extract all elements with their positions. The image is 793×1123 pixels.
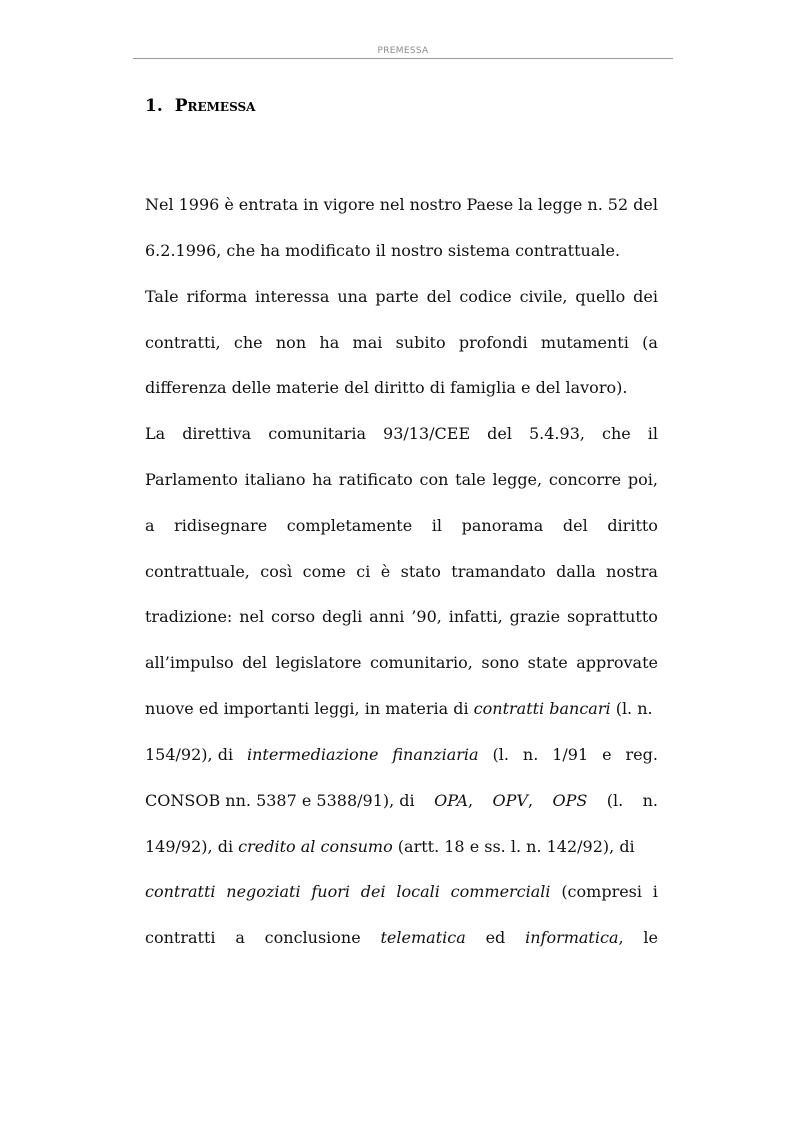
word: anni xyxy=(369,607,405,626)
word: mutamenti xyxy=(540,333,629,352)
word: approvate xyxy=(576,653,658,672)
italic-term: negoziati xyxy=(226,882,301,901)
word: direttiva xyxy=(182,424,252,443)
body-line-9 xyxy=(145,562,658,582)
word: a xyxy=(145,516,155,535)
italic-term: contratti xyxy=(145,882,216,901)
word: del xyxy=(426,287,452,306)
body-line-6 xyxy=(145,424,658,444)
word: tale xyxy=(455,470,486,489)
italic-term: commerciali xyxy=(450,882,551,901)
word: stato xyxy=(400,562,441,581)
line-13-text: 154/92), di xyxy=(145,745,234,764)
word: che xyxy=(601,424,631,443)
body-line-17 xyxy=(145,928,658,948)
line-13-text: n. xyxy=(522,745,539,764)
word: in xyxy=(303,195,319,214)
word: parte xyxy=(375,287,419,306)
italic-term: OPA xyxy=(434,791,469,810)
word: infatti, xyxy=(448,607,503,626)
body-line-3 xyxy=(145,287,658,307)
word: corso xyxy=(271,607,316,626)
word: civile, xyxy=(519,287,568,306)
word: tramandato xyxy=(451,562,546,581)
header-rule xyxy=(133,58,673,59)
word: 93/13/CEE xyxy=(383,424,471,443)
word: del xyxy=(487,424,512,443)
word: legislatore xyxy=(275,653,362,672)
word: la xyxy=(518,195,533,214)
word: così xyxy=(260,562,293,581)
word: concorre xyxy=(548,470,622,489)
word: è xyxy=(380,562,391,581)
word: nostra xyxy=(606,562,658,581)
word: ha xyxy=(312,470,333,489)
italic-term: locali xyxy=(396,882,440,901)
line-17-text: contratti xyxy=(145,928,216,947)
comma: , xyxy=(468,791,474,810)
word: legge, xyxy=(492,470,543,489)
word: 52 xyxy=(607,195,629,214)
word: comunitario, xyxy=(369,653,473,672)
word: come xyxy=(302,562,346,581)
word: riforma xyxy=(186,287,248,306)
word: interessa xyxy=(255,287,330,306)
word: entrata xyxy=(238,195,299,214)
italic-term: informatica xyxy=(525,928,619,947)
word: ci xyxy=(356,562,371,581)
word: con xyxy=(419,470,449,489)
word: mai xyxy=(352,333,383,352)
italic-term: contratti bancari xyxy=(473,699,611,718)
line-13-text: (l. xyxy=(492,745,509,764)
italic-term: dei xyxy=(360,882,386,901)
italic-term: OPV xyxy=(492,791,528,810)
line-13-text: reg. xyxy=(625,745,658,764)
body-line-14 xyxy=(145,791,658,811)
word: ratificato xyxy=(338,470,413,489)
word: contrattuale, xyxy=(145,562,250,581)
word: completamente xyxy=(286,516,413,535)
italic-term: fuori xyxy=(311,882,350,901)
word: ha xyxy=(319,333,340,352)
line-14-text: n. xyxy=(642,791,658,810)
body-line-1 xyxy=(145,195,658,215)
italic-term: credito al consumo xyxy=(238,837,393,856)
line-16-text: i xyxy=(652,882,658,901)
line-12-text: nuove ed importanti leggi, in materia di xyxy=(145,699,474,718)
word: il xyxy=(431,516,443,535)
word: ridisegnare xyxy=(174,516,268,535)
word: una xyxy=(337,287,368,306)
word: dalla xyxy=(556,562,596,581)
word: tradizione: xyxy=(145,607,233,626)
running-header: PREMESSA xyxy=(377,46,429,56)
word: subito xyxy=(395,333,446,352)
word: dei xyxy=(633,287,658,306)
body-line-4 xyxy=(145,333,658,353)
word: quello xyxy=(575,287,626,306)
line-17-text: conclusione xyxy=(264,928,361,947)
body-line-7 xyxy=(145,470,658,490)
word: degli xyxy=(322,607,363,626)
word: nel xyxy=(239,607,265,626)
italic-term: telematica xyxy=(380,928,466,947)
word: comunitaria xyxy=(268,424,366,443)
line-12-text: (l. n. xyxy=(610,699,653,718)
body-line-16 xyxy=(145,882,658,902)
word: del xyxy=(562,516,588,535)
body-line-8 xyxy=(145,516,658,536)
word: del xyxy=(242,653,267,672)
word: è xyxy=(224,195,234,214)
body-line-2: 6.2.1996, che ha modificato il nostro sistema contrattuale. xyxy=(145,241,621,260)
line-17-text: ed xyxy=(485,928,506,947)
italic-term: finanziaria xyxy=(392,745,479,764)
section-title: Premessa xyxy=(174,96,256,116)
comma: , xyxy=(618,928,624,947)
line-13-text: e xyxy=(602,745,612,764)
word: panorama xyxy=(461,516,544,535)
word: (a xyxy=(642,333,658,352)
line-14-text: (l. xyxy=(606,791,624,810)
word: diritto xyxy=(607,516,658,535)
line-15-text: (artt. 18 e ss. l. n. 142/92), di xyxy=(392,837,635,856)
word: grazie xyxy=(509,607,561,626)
word: Paese xyxy=(466,195,514,214)
word: Nel xyxy=(145,195,174,214)
body-line-13 xyxy=(145,745,658,765)
word: nostro xyxy=(409,195,462,214)
word: vigore xyxy=(323,195,375,214)
line-13-text: 1/91 xyxy=(552,745,589,764)
word: del xyxy=(633,195,658,214)
word: 5.4.93, xyxy=(528,424,585,443)
word: La xyxy=(145,424,166,443)
word: Parlamento xyxy=(145,470,238,489)
body-line-5: differenza delle materie del diritto di famiglia e del lavoro). xyxy=(145,378,628,397)
word: profondi xyxy=(458,333,528,352)
word: Tale xyxy=(145,287,179,306)
section-number: 1. xyxy=(145,96,163,116)
line-16-text: (compresi xyxy=(561,882,643,901)
word: all’impulso xyxy=(145,653,234,672)
italic-term: intermediazione xyxy=(246,745,379,764)
line-17-text: le xyxy=(643,928,658,947)
word: legge xyxy=(537,195,583,214)
word: codice xyxy=(459,287,512,306)
body-line-15 xyxy=(145,837,658,857)
body-line-10 xyxy=(145,607,658,627)
word: state xyxy=(527,653,568,672)
word: poi, xyxy=(627,470,658,489)
comma: , xyxy=(527,791,534,810)
body-line-12 xyxy=(145,699,658,719)
body-line-11 xyxy=(145,653,658,673)
word: il xyxy=(647,424,658,443)
word: italiano xyxy=(244,470,306,489)
word: soprattutto xyxy=(566,607,658,626)
word: sono xyxy=(481,653,520,672)
word: contratti, xyxy=(145,333,221,352)
word: che xyxy=(233,333,263,352)
section-heading xyxy=(145,96,255,116)
word: 1996 xyxy=(178,195,220,214)
line-17-text: a xyxy=(235,928,245,947)
word: nel xyxy=(379,195,405,214)
word: non xyxy=(275,333,307,352)
word: ’90, xyxy=(411,607,442,626)
line-15-text: 149/92), di xyxy=(145,837,239,856)
italic-term: OPS xyxy=(552,791,588,810)
line-14-text: CONSOB nn. 5387 e 5388/91), di xyxy=(145,791,415,810)
word: n. xyxy=(587,195,603,214)
